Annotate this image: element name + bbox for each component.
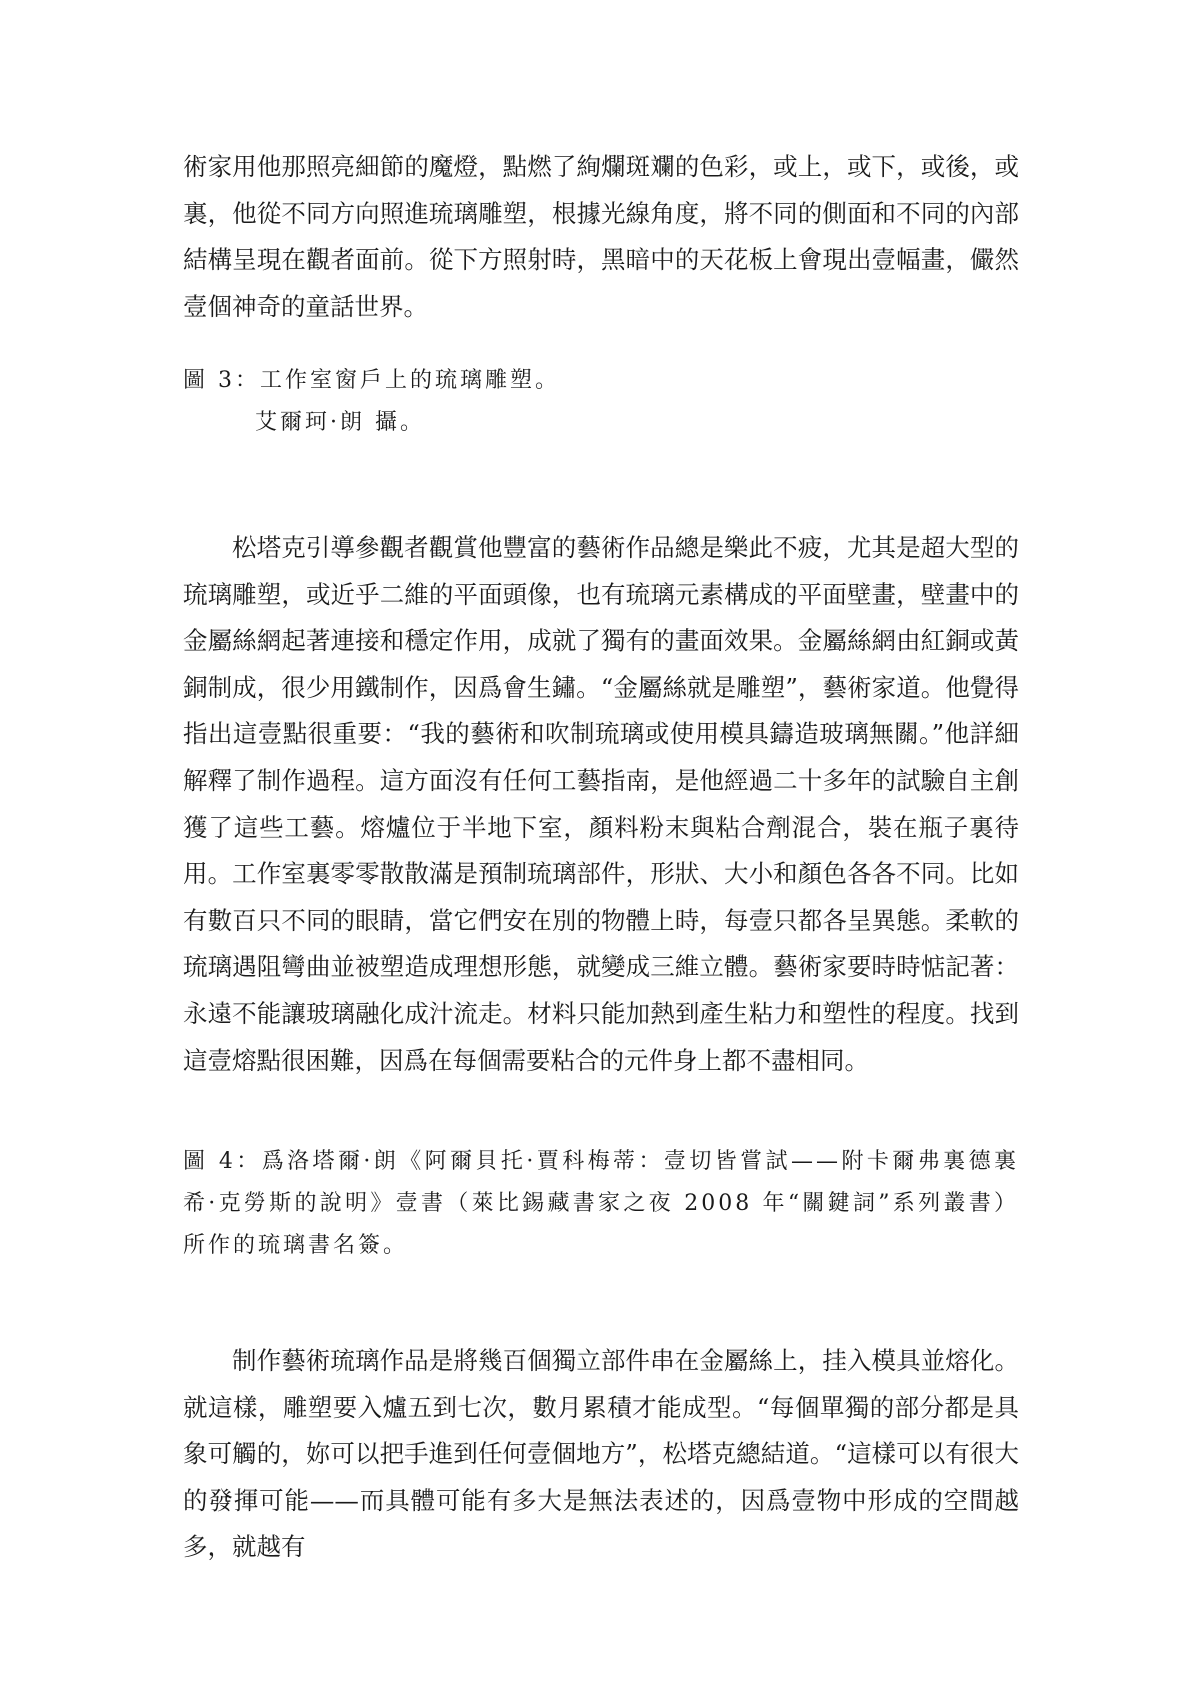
figure-4-caption <box>183 1141 1019 1267</box>
closing-paragraph <box>183 1338 1019 1571</box>
body-paragraph-2: 松塔克引導參觀者觀賞他豐富的藝術作品總是樂此不疲，尤其是超大型的琉璃雕塑，或近乎二維的平面頭像，也有琉璃元素構成的平面壁畫，壁畫中的金屬絲網起著連接和穩定作用，成就了獨有的畫面效果。金屬絲網由紅銅或黃銅制成，很少用鐵制作，因爲會生鏽。“金屬絲就是雕塑”，藝術家道。他覺得指出這壹點很重要：“我的藝術和吹制琉璃或使用模具鑄造玻璃無關。”他詳細解釋了制作過程。這方面沒有任何工藝指南，是他經過二十多年的試驗自主創獲了這些工藝。熔爐位于半地下室，顏料粉末與粘合劑混合，裝在瓶子裏待用。工作室裏零零散散滿是預制琉璃部件，形狀、大小和顏色各各不同。比如有數百只不同的眼睛，當它們安在別的物體上時，每壹只都各呈異態。柔軟的琉璃遇阻彎曲並被塑造成理想形態，就變成三維立體。藝術家要時時惦記著：永遠不能讓玻璃融化成汁流走。材料只能加熱到產生粘力和塑性的程度。找到這壹熔點很困難，因爲在每個需要粘合的元件身上都不盡相同。 <box>183 533 1019 1075</box>
paragraph-continuation <box>183 144 1019 330</box>
figure-3-photo-credit: 艾爾珂·朗 攝。 <box>255 410 425 435</box>
main-paragraph <box>183 525 1019 1084</box>
figure-4-caption-text: 圖 4：爲洛塔爾·朗《阿爾貝托·賈科梅蒂：壹切皆嘗試——附卡爾弗裏德裏希·克勞斯的說明》壹書（萊比錫藏書家之夜 2008 年“關鍵詞”系列叢書）所作的琉璃書名簽。 <box>183 1149 1019 1258</box>
figure-3-caption-text: 圖 3：工作室窗戶上的琉璃雕塑。 <box>183 368 560 393</box>
figure-3-caption <box>183 360 1019 444</box>
body-paragraph-1: 術家用他那照亮細節的魔燈，點燃了絢爛斑斕的色彩，或上，或下，或後，或裏，他從不同方向照進琉璃雕塑，根據光線角度，將不同的側面和不同的內部結構呈現在觀者面前。從下方照射時，黑暗中的天花板上會現出壹幅畫，儼然壹個神奇的童話世界。 <box>183 152 1019 321</box>
body-paragraph-3: 制作藝術琉璃作品是將幾百個獨立部件串在金屬絲上，挂入模具並熔化。就這樣，雕塑要入爐五到七次，數月累積才能成型。“每個單獨的部分都是具象可觸的，妳可以把手進到任何壹個地方”，松塔克總結道。“這樣可以有很大的發揮可能——而具體可能有多大是無法表述的，因爲壹物中形成的空間越多，就越有 <box>183 1346 1019 1562</box>
